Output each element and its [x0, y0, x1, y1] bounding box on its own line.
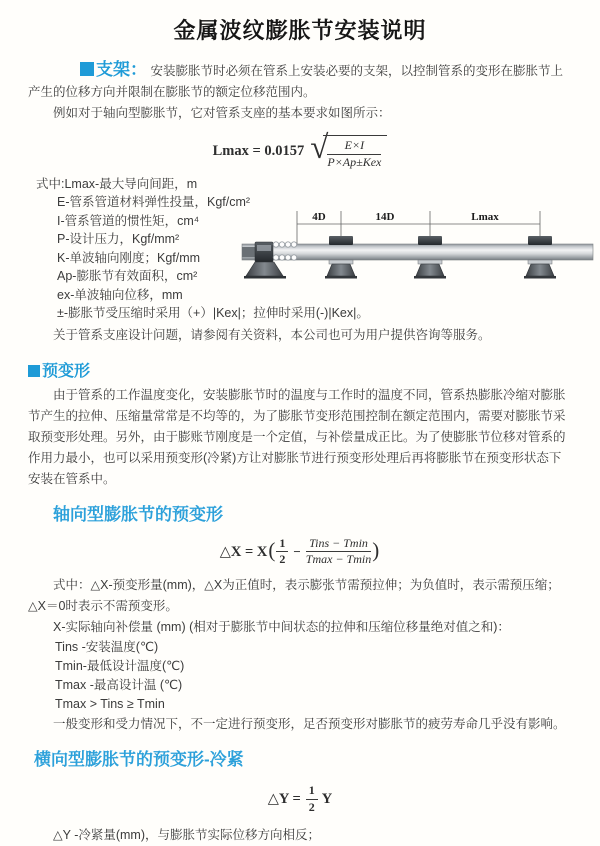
definition-line: E-管系管道材料弹性投量，Kgf/cm² — [57, 195, 251, 210]
formula-delta-x — [28, 537, 572, 568]
dim-label-4d: 4D — [312, 211, 326, 223]
formula-delta-y — [28, 784, 572, 815]
half-denominator: 2 — [308, 799, 315, 814]
temp-line: Tmax > Tins ≥ Tmin — [55, 697, 165, 712]
temp-numerator: Tins − Tmin — [306, 537, 371, 553]
open-paren: ( — [268, 538, 276, 563]
support-intro-paragraph — [28, 59, 572, 103]
support-example-line: 例如对于轴向型膨胀节，它对管系支座的基本要求如图所示： — [53, 106, 391, 120]
temp-line: Tins -安装温度(℃) — [55, 640, 159, 655]
temperature-fraction — [306, 537, 371, 568]
temp-denominator: Tmax − Tmin — [305, 552, 372, 567]
formula-dy-lhs: △Y = — [267, 791, 301, 808]
half-numerator: 1 — [276, 537, 288, 553]
support-note: 关于管系支座设计问题，请参阅有关资料，本公司也可为用户提供咨询等服务。 — [53, 327, 491, 342]
formula-lmax-fraction — [327, 139, 381, 170]
formula-lmax-numerator: E×I — [327, 139, 381, 155]
support-section-heading — [80, 60, 147, 79]
temp-line: Tmax -最高设计温 (℃) — [55, 678, 183, 693]
definition-line: Ap-膨胀节有效面积，cm² — [57, 269, 198, 284]
one-half-fraction — [276, 537, 288, 568]
predeform-section-heading — [28, 358, 572, 381]
formula-lmax-denominator: P×Ap±Kex — [327, 154, 382, 169]
radical — [310, 130, 387, 170]
blue-square-icon — [28, 365, 40, 377]
lateral-note: △Y -冷紧量(mm)，与膨胀节实际位移方向相反； — [53, 827, 321, 842]
lateral-subsection-heading: 横向型膨胀节的预变形-冷紧 — [34, 750, 244, 770]
definition-line: ±-膨胀节受压缩时采用（+）|Kex|；拉伸时采用(-)|Kex|。 — [57, 306, 369, 321]
blue-square-icon — [80, 62, 94, 76]
minus-operator: − — [293, 543, 301, 559]
axial-para1: 式中：△X-预变形量(mm)，△X为正值时，表示膨张节需预拉伸；为负值时，表示需预压缩；△X＝0时表示不需预变形。 — [28, 578, 560, 614]
axial-note: 一般变形和受力情况下，不一定进行预变形，足否预变形对膨胀节的疲劳寿命几乎没有影响。 — [53, 717, 566, 732]
predeform-body: 由于管系的工作温度变化，安装膨胀节时的温度与工作时的温度不同，管系热膨胀冷缩对膨胀节产生的拉伸、压缩量常常是不均等的，为了膨胀节变形范围控制在额定范围内，需要对膨胀节采取预变形处理。另外，由于膨账节刚度是一个定值，与补偿量成正比。为了使膨胀节位移对管系的作用力最小，也可以采用预变形(冷紧)方让对膨胀节进行预变形处理后再将膨胀节在预变形状态下安装在管系中。 — [28, 387, 566, 486]
formula-dx-lhs: △X = X — [219, 543, 268, 560]
definition-line: P-设计压力，Kgf/mm² — [57, 232, 180, 247]
half-denominator: 2 — [279, 552, 286, 567]
formula-lmax-lhs: Lmax = 0.0157 — [212, 142, 305, 159]
pipe-end-cap — [242, 247, 255, 257]
temp-line: Tmin-最低设计温度(℃) — [55, 659, 185, 674]
formula-lmax — [28, 130, 572, 170]
axial-para2: X-实际轴向补偿量 (mm) (相对于膨胀节中间状态的拉伸和压缩位移量绝对值之和)： — [53, 620, 510, 635]
page-title: 金属波纹膨胀节安装说明 — [173, 18, 427, 43]
close-paren: ) — [372, 538, 380, 563]
document-page — [0, 14, 600, 842]
definition-line: ex-单波轴向位移，mm — [57, 287, 183, 302]
half-numerator: 1 — [306, 784, 318, 800]
sqrt-symbol: √ — [310, 130, 329, 166]
support-heading-label: 支架： — [96, 60, 147, 79]
formula-dy-rhs: Y — [321, 790, 333, 807]
axial-subsection-heading: 轴向型膨胀节的预变形 — [53, 504, 223, 524]
definition-line: 式中:Lmax-最大导向间距，m — [36, 176, 198, 191]
predeform-heading-label: 预变形 — [42, 362, 91, 380]
temperature-definitions — [28, 638, 572, 714]
definition-line: I-管系管道的惯性矩，cm⁴ — [57, 213, 200, 228]
definition-line: K-单波轴向刚度；Kgf/mm — [57, 250, 201, 265]
dim-label-14d: 14D — [375, 211, 395, 223]
pipe-support-diagram — [240, 206, 600, 286]
dim-label-lmax: Lmax — [471, 211, 499, 223]
support-intro-text: 安装膨胀节时必须在管系上安装必要的支架，以控制管系的变形在膨胀节上产生的位移方向并限制在膨胀节的额定位移范围内。 — [28, 64, 563, 99]
one-half-fraction — [306, 784, 318, 815]
